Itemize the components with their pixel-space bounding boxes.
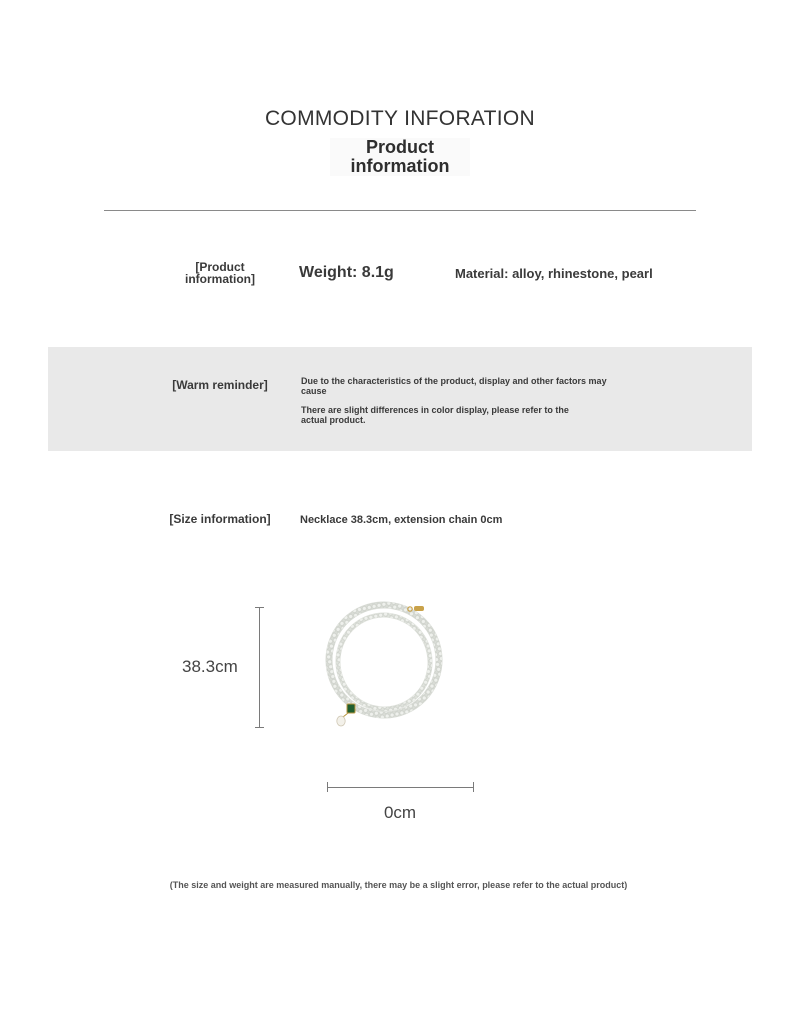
product-info-label: [Product information] [185, 260, 255, 286]
width-dimension-label: 0cm [383, 803, 417, 822]
width-dimension-line [327, 787, 474, 788]
gold-clasp-icon [414, 606, 424, 611]
warm-reminder-line-1: Due to the characteristics of the product, display and other factors may cause [301, 376, 607, 396]
width-dimension-cap-left [327, 782, 328, 792]
warm-reminder-label: [Warm reminder] [172, 378, 268, 392]
title-divider [104, 210, 696, 211]
width-dimension-cap-right [473, 782, 474, 792]
length-dimension-line [259, 607, 260, 727]
green-stone-icon [347, 704, 355, 713]
weight-value: Weight: 8.1g [299, 264, 394, 281]
warm-reminder-line-2: There are slight differences in color display, please refer to the actual product. [301, 405, 569, 425]
length-dimension-cap-top [255, 607, 264, 608]
warm-reminder-band [48, 347, 752, 451]
measurement-footnote: (The size and weight are measured manually, there may be a slight error, please refer to the actual product) [169, 880, 628, 890]
length-dimension-label: 38.3cm [182, 657, 238, 676]
necklace-image [318, 598, 458, 733]
section-subtitle: Product information [330, 138, 470, 176]
size-info-label: [Size information] [169, 512, 271, 526]
pearl-drop-icon [337, 716, 345, 726]
size-info-value: Necklace 38.3cm, extension chain 0cm [300, 514, 503, 526]
length-dimension-cap-bottom [255, 727, 264, 728]
section-title: COMMODITY INFORATION [264, 107, 536, 130]
material-value: Material: alloy, rhinestone, pearl [455, 266, 653, 281]
